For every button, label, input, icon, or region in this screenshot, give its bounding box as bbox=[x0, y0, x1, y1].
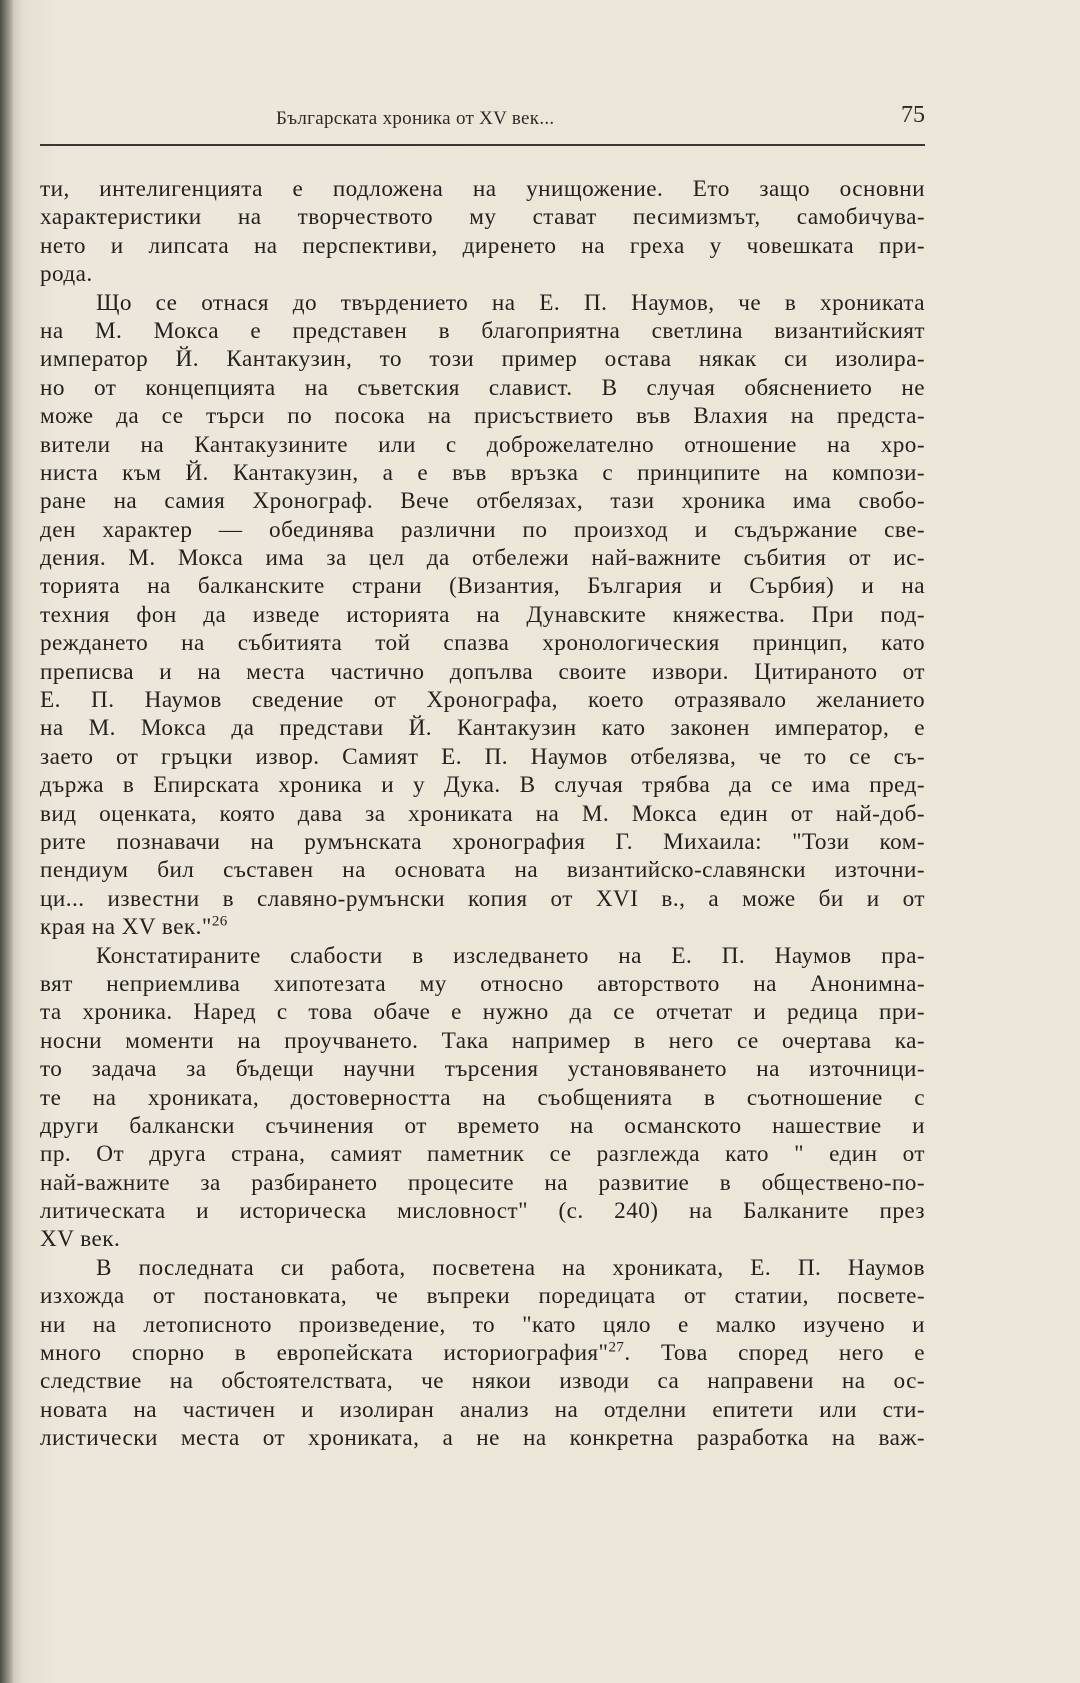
text-line: ни на летописното произведение, то "като цяло е малко изучено и bbox=[40, 1311, 925, 1338]
text-line: реждането на събитията той спазва хронологическия принцип, като bbox=[40, 630, 925, 657]
text-line-with-footnote bbox=[40, 913, 925, 941]
text-line: то задача за бъдещи научни търсения установяването на източници- bbox=[40, 1056, 925, 1083]
text-line: Констатираните слабости в изследването на Е. П. Наумов пра- bbox=[96, 942, 925, 969]
text-line: новата на частичен и изолиран анализ на отделни епитети или сти- bbox=[40, 1396, 925, 1423]
text-line: рода. bbox=[40, 261, 93, 288]
text-line: пендиум бил съставен на основата на византийско-славянски източни- bbox=[40, 857, 925, 884]
footnote-marker: 27 bbox=[608, 1339, 625, 1356]
text-line: та хроника. Наред с това обаче е нужно да се отчетат и редица при- bbox=[40, 999, 925, 1026]
paragraph-3 bbox=[40, 942, 925, 1254]
text-line-with-footnote bbox=[40, 1339, 925, 1367]
text-line: ниста към Й. Кантакузин, а е във връзка с принципите на компози- bbox=[40, 459, 925, 486]
text-line: ци... известни в славяно-румънски копия от XVI в., а може би и от bbox=[40, 885, 925, 912]
text-line: преписва и на места частично допълва своите извори. Цитираното от bbox=[40, 658, 925, 685]
text-segment: края на XV век." bbox=[40, 914, 212, 941]
text-line: заето от гръцки извор. Самият Е. П. Наумов отбелязва, че то се съ- bbox=[40, 743, 925, 770]
text-line: Що се отнася до твърдението на Е. П. Наумов, че в хрониката bbox=[96, 289, 925, 316]
text-line: следствие на обстоятелствата, че някои изводи са направени на ос- bbox=[40, 1368, 925, 1395]
text-line: ти, интелигенцията е подложена на унищожение. Ето защо основни bbox=[40, 176, 925, 202]
text-line: техния фон да изведе историята на Дунавските княжества. При под- bbox=[40, 601, 925, 628]
text-line: на М. Мокса да представи Й. Кантакузин като законен император, е bbox=[40, 715, 925, 742]
text-line: може да се търси по посока на присъствието във Влахия на предста- bbox=[40, 403, 925, 430]
text-line: ден характер — обединява различни по произход и съдържание све- bbox=[40, 516, 925, 543]
text-line: В последната си работа, посветена на хрониката, Е. П. Наумов bbox=[96, 1254, 925, 1281]
text-line: други балкански съчинения от времето на османското нашествие и bbox=[40, 1112, 925, 1139]
paragraph-1 bbox=[40, 175, 925, 289]
text-line: литическата и историческа мисловност" (с. 240) на Балканите през bbox=[40, 1198, 925, 1225]
text-line: най-важните за разбирането процесите на развитие в обществено-по- bbox=[40, 1169, 925, 1196]
body-text bbox=[40, 175, 925, 1453]
text-line: държа в Епирската хроника и у Дука. В случая трябва да се има пред- bbox=[40, 772, 925, 799]
text-line: император Й. Кантакузин, то този пример остава някак си изолира- bbox=[40, 346, 925, 373]
text-segment: . Това според него е bbox=[624, 1340, 926, 1367]
text-line: ране на самия Хронограф. Вече отбелязах, тази хроника има свобо- bbox=[40, 488, 925, 515]
text-line: нето и липсата на перспективи, диренето на греха у човешката при- bbox=[40, 232, 925, 259]
text-line: на М. Мокса е представен в благоприятна светлина византийският bbox=[40, 317, 925, 344]
text-line: но от концепцията на съветския славист. В случая обяснението не bbox=[40, 374, 925, 401]
page-number: 75 bbox=[901, 102, 925, 128]
text-line: вители на Кантакузините или с доброжелателно отношение на хро- bbox=[40, 431, 925, 458]
paragraph-2 bbox=[40, 289, 925, 942]
text-segment: много спорно в европейската историография" bbox=[40, 1340, 609, 1367]
running-title: Българската хроника от XV век... bbox=[276, 108, 555, 129]
footnote-marker: 26 bbox=[211, 913, 228, 930]
text-line: дения. М. Мокса има за цел да отбележи най-важните събития от ис- bbox=[40, 545, 925, 572]
text-line: рите познавачи на румънската хронография Г. Михаила: "Този ком- bbox=[40, 828, 925, 855]
text-line: носни моменти на проучването. Така например в него се очертава ка- bbox=[40, 1027, 925, 1054]
page-header bbox=[40, 100, 925, 146]
text-line: XV век. bbox=[40, 1226, 121, 1253]
text-line: вят неприемлива хипотезата му относно авторството на Анонимна- bbox=[40, 970, 925, 997]
text-line: Е. П. Наумов сведение от Хронографа, което отразявало желанието bbox=[40, 687, 925, 714]
text-line: изхожда от постановката, че въпреки поредицата от статии, посвете- bbox=[40, 1283, 925, 1310]
text-line: торията на балканските страни (Византия, България и Сърбия) и на bbox=[40, 573, 925, 600]
text-line: вид оценката, която дава за хрониката на М. Мокса един от най-доб- bbox=[40, 800, 925, 827]
text-line: характеристики на творчеството му стават песимизмът, самобичува- bbox=[40, 204, 925, 231]
paragraph-4 bbox=[40, 1254, 925, 1453]
text-line: те на хрониката, достоверността на съобщенията в съотношение с bbox=[40, 1084, 925, 1111]
text-line: пр. От друга страна, самият паметник се разглежда като " един от bbox=[40, 1141, 925, 1168]
text-line: листически места от хрониката, а не на конкретна разработка на важ- bbox=[40, 1425, 925, 1452]
